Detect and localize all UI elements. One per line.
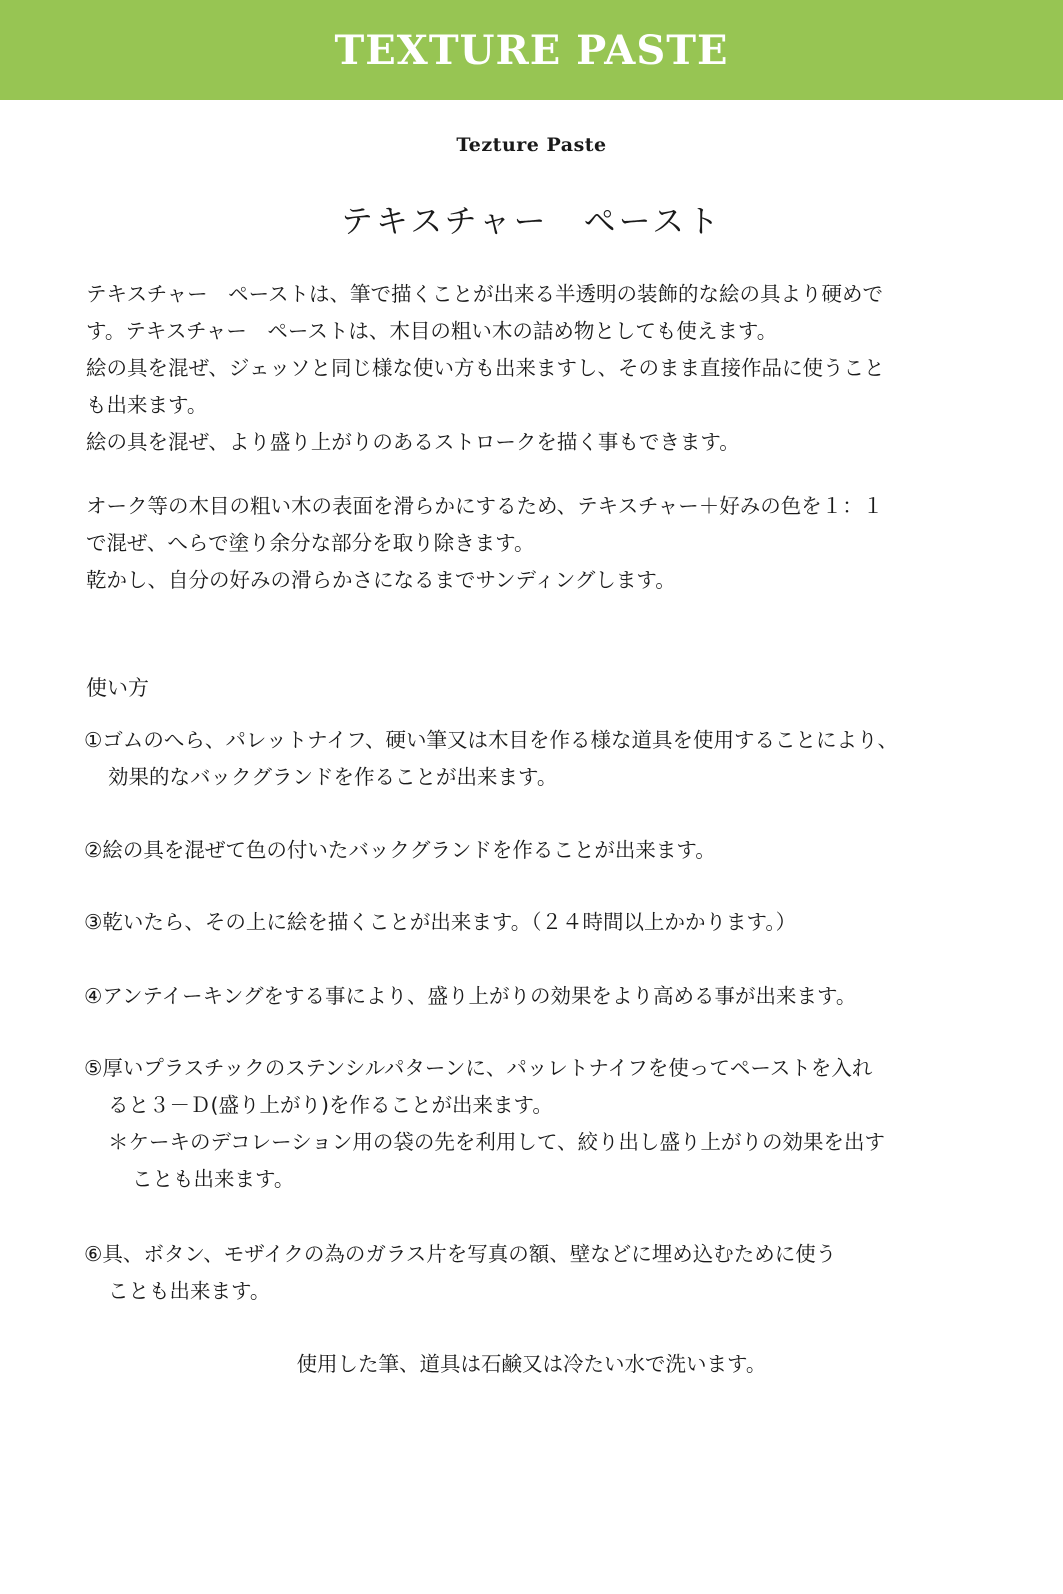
- step-line: ③乾いたら、その上に絵を描くことが出来ます。（２４時間以上かかります。）: [84, 910, 797, 934]
- intro-line: 絵の具を混ぜ、より盛り上がりのあるストロークを描く事もできます。: [86, 430, 740, 454]
- step-line: ことも出来ます。: [108, 1279, 271, 1303]
- oak-line: で混ぜ、へらで塗り余分な部分を取り除きます。: [86, 531, 535, 555]
- intro-line: も出来ます。: [86, 393, 208, 417]
- header-banner: [0, 0, 1063, 100]
- usage-heading: 使い方: [86, 676, 149, 700]
- step-note-line: ＊ケーキのデコレーション用の袋の先を利用して、絞り出し盛り上がりの効果を出す: [108, 1130, 885, 1154]
- oak-paragraph: [86, 488, 986, 599]
- step-line: ②絵の具を混ぜて色の付いたバックグランドを作ることが出来ます。: [84, 838, 716, 862]
- intro-line: テキスチャー ペーストは、筆で描くことが出来る半透明の装飾的な絵の具より硬めで: [86, 282, 884, 306]
- banner-title: TEXTURE PASTE: [334, 26, 729, 74]
- usage-step-1: [84, 722, 994, 796]
- step-line: ④アンテイーキングをする事により、盛り上がりの効果をより高める事が出来ます。: [84, 984, 857, 1008]
- step-line: ⑤厚いプラスチックのステンシルパターンに、パッレトナイフを使ってペーストを入れ: [84, 1056, 873, 1080]
- step-line: ると３－Ｄ(盛り上がり)を作ることが出来ます。: [108, 1093, 553, 1117]
- intro-line: す。テキスチャー ペーストは、木目の粗い木の詰め物としても使えます。: [86, 319, 778, 343]
- page-title: テキスチャー ペースト: [340, 202, 723, 240]
- step-line: 効果的なバックグランドを作ることが出来ます。: [108, 765, 558, 789]
- oak-line: オーク等の木目の粗い木の表面を滑らかにするため、テキスチャー＋好みの色を１：１: [86, 494, 884, 518]
- usage-step-4: [84, 978, 994, 1015]
- step-note-line: ことも出来ます。: [132, 1167, 295, 1191]
- intro-paragraph: [86, 276, 986, 461]
- subtitle-english: Tezture Paste: [456, 134, 607, 156]
- usage-step-3: [84, 904, 994, 941]
- cleanup-note: 使用した筆、道具は石鹸又は冷たい水で洗います。: [296, 1352, 767, 1376]
- usage-step-5: [84, 1050, 994, 1198]
- intro-line: 絵の具を混ぜ、ジェッソと同じ様な使い方も出来ますし、そのまま直接作品に使うこと: [86, 356, 885, 380]
- usage-step-2: [84, 832, 994, 869]
- oak-line: 乾かし、自分の好みの滑らかさになるまでサンディングします。: [86, 568, 676, 592]
- usage-step-6: [84, 1236, 994, 1310]
- step-line: ⑥具、ボタン、モザイクの為のガラス片を写真の額、壁などに埋め込むために使う: [84, 1242, 837, 1266]
- step-line: ①ゴムのへら、パレットナイフ、硬い筆又は木目を作る様な道具を使用することにより、: [84, 728, 898, 752]
